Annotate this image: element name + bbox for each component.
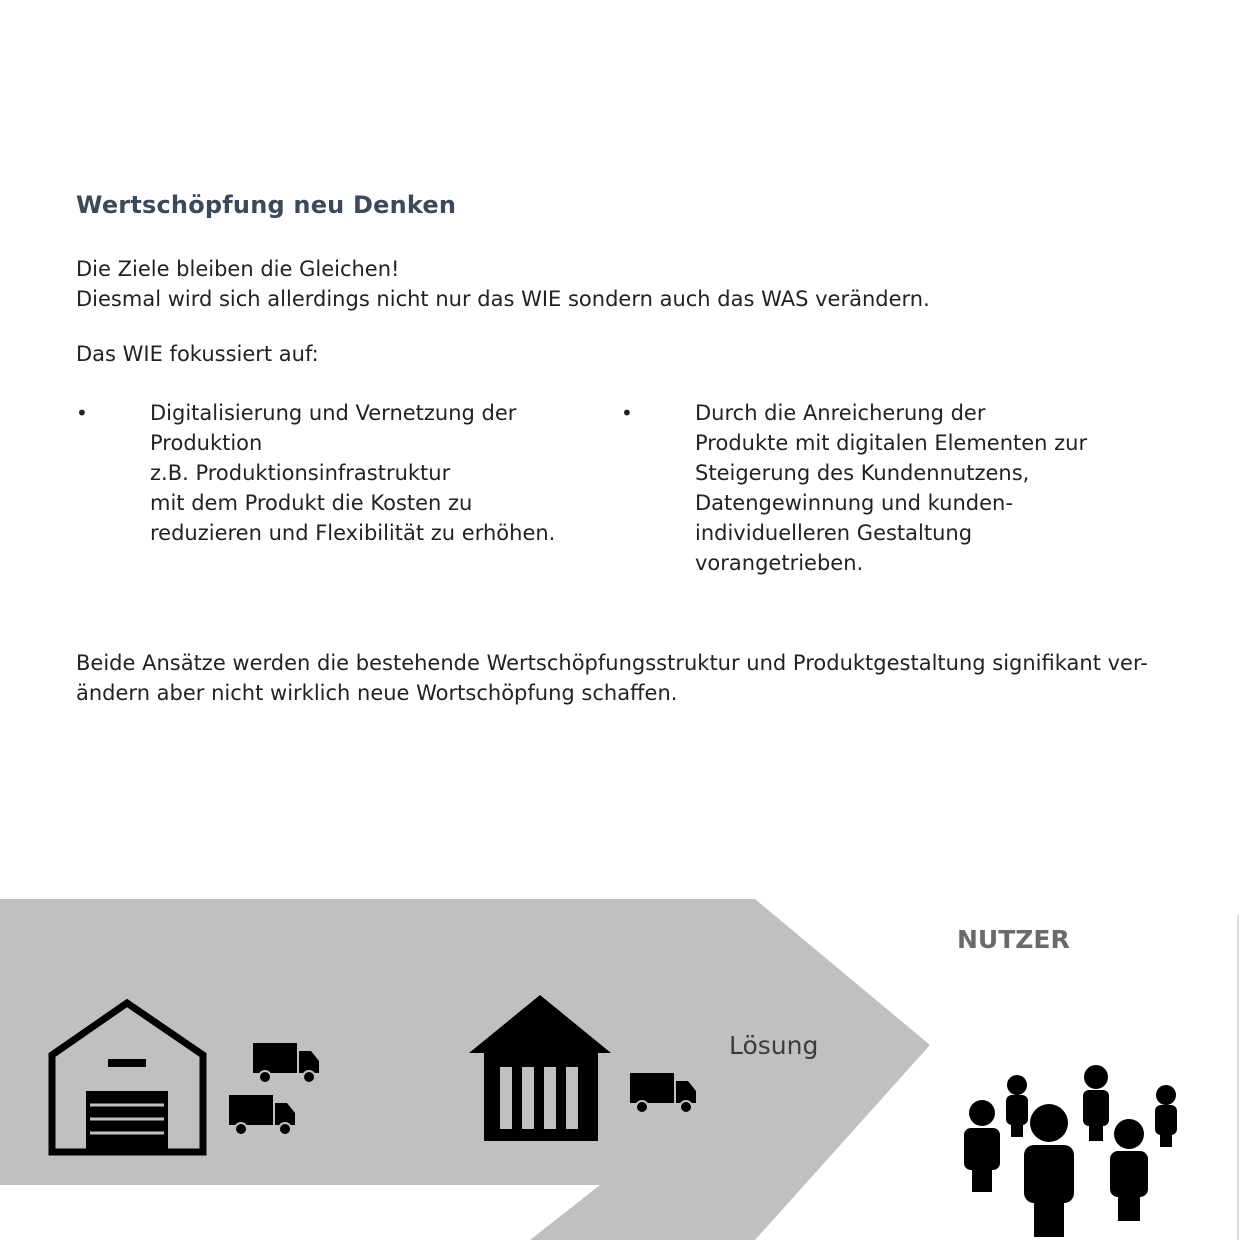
bullet-2-line: Steigerung des Kundennutzens, xyxy=(695,461,1030,485)
user-label: NUTZER xyxy=(957,925,1070,954)
person-icon xyxy=(1006,1075,1028,1137)
person-icon xyxy=(964,1100,1000,1192)
bullet-marker-2: • xyxy=(621,401,633,425)
closing-line-1: Beide Ansätze werden die bestehende Wertschöpfungsstruktur und Produktgestaltung signifikant ver- xyxy=(76,651,1148,675)
value-chain-band xyxy=(0,899,930,1240)
bullet-1-line: z.B. Produktionsinfrastruktur xyxy=(150,461,451,485)
bullet-item-1 xyxy=(150,398,590,548)
bullet-marker-1: • xyxy=(76,401,88,425)
person-icon xyxy=(1110,1119,1148,1221)
closing-paragraph xyxy=(76,648,1176,708)
user-group-icon xyxy=(964,1065,1177,1237)
bullet-1-line: mit dem Produkt die Kosten zu xyxy=(150,491,473,515)
bullet-2-line: individuelleren Gestaltung xyxy=(695,521,973,545)
bullet-2-line: Produkte mit digitalen Elementen zur xyxy=(695,431,1088,455)
bullet-1-line: reduzieren und Flexibilität zu erhöhen. xyxy=(150,521,556,545)
intro-paragraph xyxy=(76,254,930,314)
value-chain-graphic xyxy=(0,895,1240,1240)
closing-line-2: ändern aber nicht wirklich neue Wortschöpfung schaffen. xyxy=(76,681,678,705)
bullet-2-line: Datengewinnung und kunden- xyxy=(695,491,1013,515)
page-title: Wertschöpfung neu Denken xyxy=(76,191,457,219)
bullet-item-2 xyxy=(695,398,1135,578)
bullet-1-line: Digitalisierung und Vernetzung der xyxy=(150,401,517,425)
focus-label: Das WIE fokussiert auf: xyxy=(76,342,319,366)
bullet-2-line: Durch die Anreicherung der xyxy=(695,401,986,425)
person-icon xyxy=(1155,1085,1177,1147)
person-icon xyxy=(1083,1065,1109,1141)
intro-line-2: Diesmal wird sich allerdings nicht nur das WIE sondern auch das WAS verändern. xyxy=(76,287,930,311)
bullet-2-line: vorangetrieben. xyxy=(695,551,864,575)
solution-label: Lösung xyxy=(729,1031,819,1060)
value-chain-svg xyxy=(0,895,1240,1240)
bullet-1-line: Produktion xyxy=(150,431,263,455)
person-icon xyxy=(1024,1104,1074,1237)
intro-line-1: Die Ziele bleiben die Gleichen! xyxy=(76,257,400,281)
